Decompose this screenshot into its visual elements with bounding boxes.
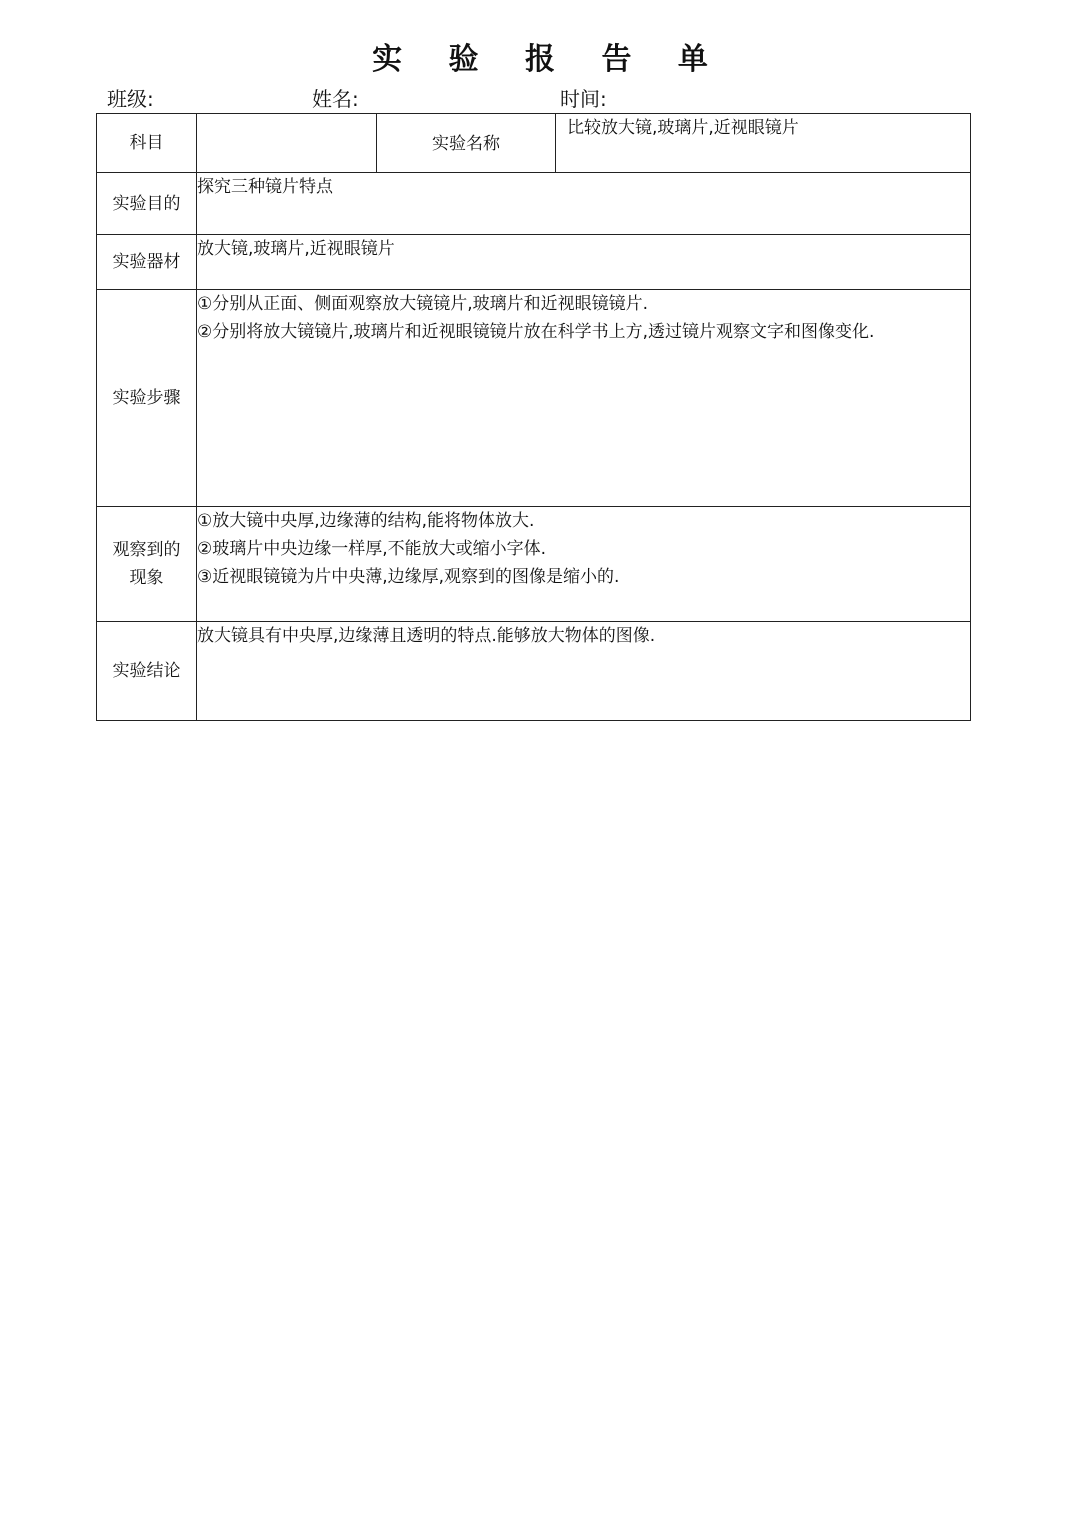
subject-row <box>97 114 971 173</box>
observations-label-line2: 现象 <box>129 568 164 588</box>
step-item: ②分别将放大镜镜片,玻璃片和近视眼镜镜片放在科学书上方,透过镜片观察文字和图像变化. <box>197 322 875 342</box>
observation-item: ②玻璃片中央边缘一样厚,不能放大或缩小字体. <box>197 539 547 559</box>
observations-label <box>97 507 197 622</box>
materials-label: 实验器材 <box>97 235 197 290</box>
experiment-name-label: 实验名称 <box>377 114 556 173</box>
materials-row <box>97 235 971 290</box>
class-label: 班级: <box>107 87 154 111</box>
purpose-label: 实验目的 <box>97 173 197 235</box>
observations-row <box>97 507 971 622</box>
steps-label: 实验步骤 <box>97 290 197 507</box>
purpose-value: 探究三种镜片特点 <box>197 173 971 235</box>
subject-value <box>197 114 377 173</box>
purpose-row <box>97 173 971 235</box>
experiment-name-value: 比较放大镜,玻璃片,近视眼镜片 <box>556 114 971 173</box>
name-label: 姓名: <box>312 87 359 111</box>
observation-item: ③近视眼镜镜为片中央薄,边缘厚,观察到的图像是缩小的. <box>197 567 620 587</box>
observation-item: ①放大镜中央厚,边缘薄的结构,能将物体放大. <box>197 511 535 531</box>
conclusion-label: 实验结论 <box>97 622 197 721</box>
steps-row <box>97 290 971 507</box>
time-label: 时间: <box>560 87 607 111</box>
report-table <box>96 113 971 721</box>
observations-content <box>197 507 971 622</box>
conclusion-value: 放大镜具有中央厚,边缘薄且透明的特点.能够放大物体的图像. <box>197 622 971 721</box>
conclusion-row <box>97 622 971 721</box>
materials-value: 放大镜,玻璃片,近视眼镜片 <box>197 235 971 290</box>
subject-label: 科目 <box>97 114 197 173</box>
steps-content <box>197 290 971 507</box>
step-item: ①分别从正面、侧面观察放大镜镜片,玻璃片和近视眼镜镜片. <box>197 294 649 314</box>
observations-label-line1: 观察到的 <box>112 540 181 560</box>
page-title: 实 验 报 告 单 <box>372 42 726 77</box>
